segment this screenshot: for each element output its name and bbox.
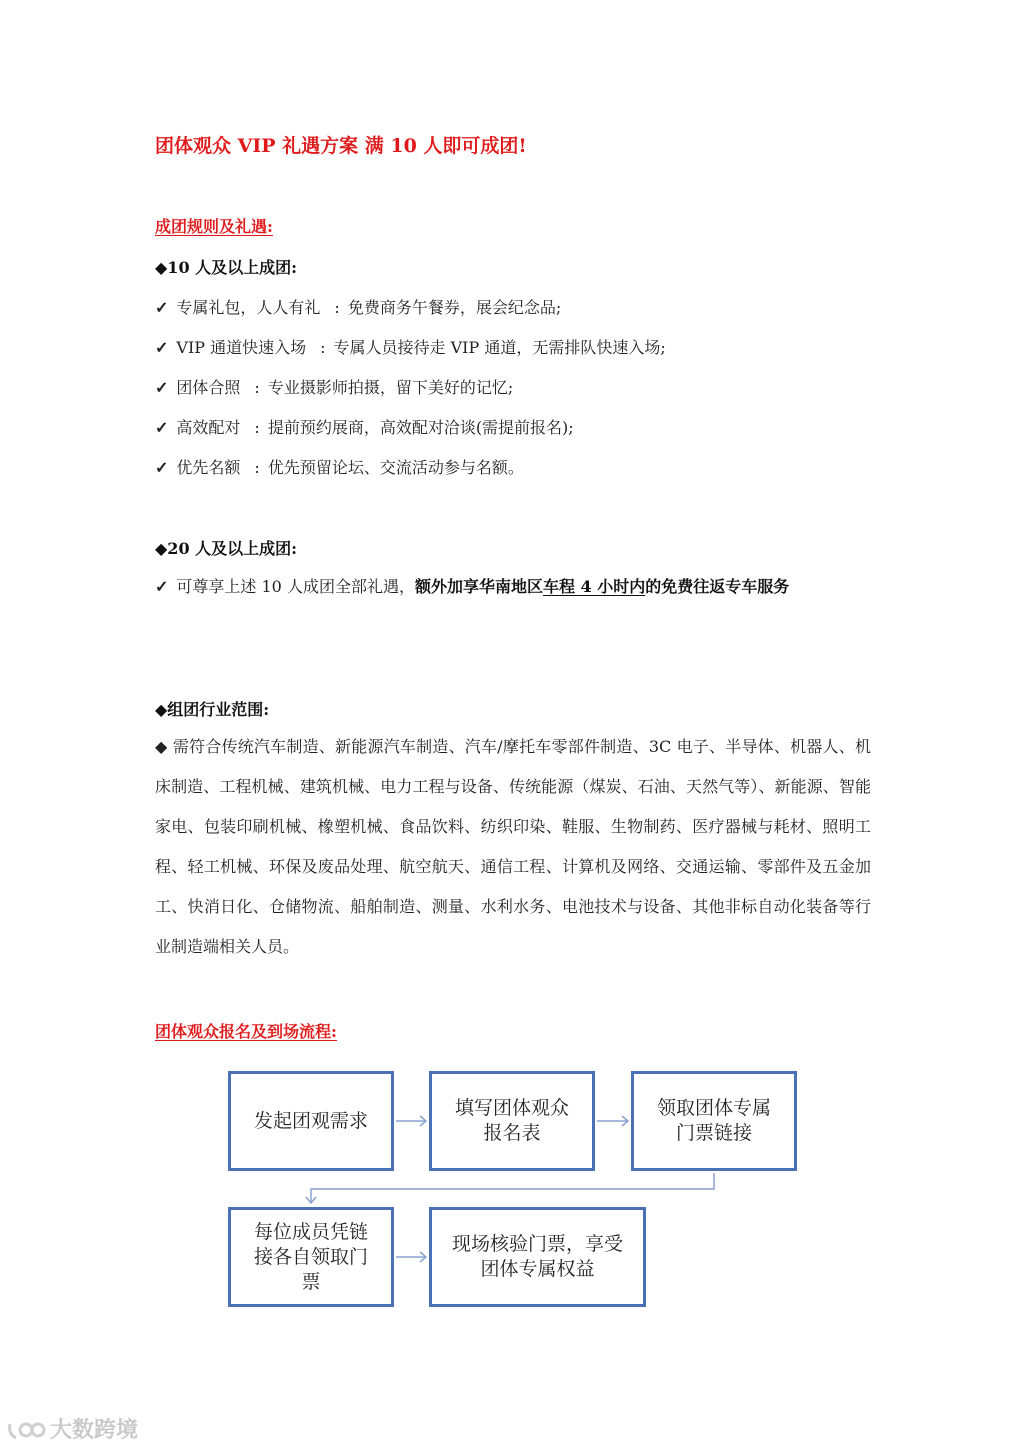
- page-title: 团体观众 VIP 礼遇方案 满 10 人即可成团!: [155, 135, 527, 157]
- flow-step-3: 领取团体专属门票链接: [631, 1071, 797, 1171]
- tier20-benefit: ✓ 可尊享上述 10 人成团全部礼遇，额外加享华南地区车程 4 小时内的免费往返专车服务: [155, 577, 790, 596]
- watermark-logo-icon: [6, 1418, 46, 1444]
- benefit-item: ✓ 专属礼包，人人有礼 : 免费商务午餐券，展会纪念品;: [155, 298, 562, 317]
- industry-heading: ◆组团行业范围:: [155, 700, 270, 719]
- flow-step-2: 填写团体观众报名表: [429, 1071, 595, 1171]
- benefit-item: ✓ 团体合照 : 专业摄影师拍摄，留下美好的记忆;: [155, 378, 514, 397]
- benefit-item: ✓ VIP 通道快速入场 : 专属人员接待走 VIP 通道，无需排队快速入场;: [155, 338, 666, 357]
- flow-step-5: 现场核验门票，享受团体专属权益: [429, 1207, 646, 1307]
- benefit-item: ✓ 高效配对 : 提前预约展商，高效配对洽谈(需提前报名);: [155, 418, 574, 437]
- rules-heading: 成团规则及礼遇:: [155, 217, 273, 236]
- watermark: 大数跨境: [6, 1413, 138, 1444]
- arrow-connector: [311, 1173, 714, 1203]
- flow-heading: 团体观众报名及到场流程:: [155, 1022, 337, 1041]
- benefit-item: ✓ 优先名额 : 优先预留论坛、交流活动参与名额。: [155, 458, 524, 477]
- flow-step-4: 每位成员凭链接各自领取门票: [228, 1207, 394, 1307]
- tier10-heading: ◆10 人及以上成团:: [155, 258, 298, 277]
- flow-step-1: 发起团观需求: [228, 1071, 394, 1171]
- industry-scope-text: ◆ 需符合传统汽车制造、新能源汽车制造、汽车/摩托车零部件制造、3C 电子、半导体、机器人、机床制造、工程机械、建筑机械、电力工程与设备、传统能源（煤炭、石油、天然气等）、新能源、智能家电、包装印刷机械、橡塑机械、食品饮料、纺织印染、鞋服、生物制药、医疗器械与耗材、照明工程、轻工机械、环保及废品处理、航空航天、通信工程、计算机及网络、交通运输、零部件及五金加工、快消日化、仓储物流、船舶制造、测量、水利水务、电池技术与设备、其他非标自动化装备等行业制造端相关人员。: [155, 737, 871, 956]
- tier20-heading: ◆20 人及以上成团:: [155, 539, 298, 558]
